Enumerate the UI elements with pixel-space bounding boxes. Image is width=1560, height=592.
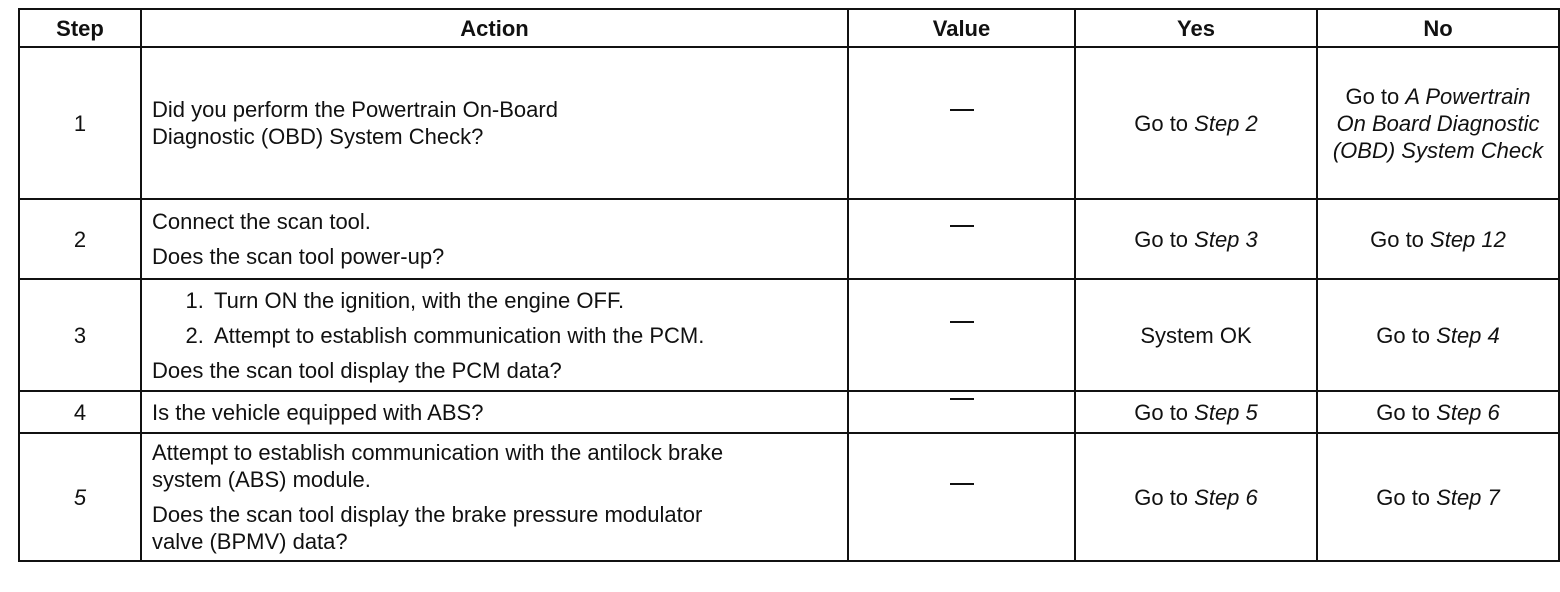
list-item: 1. Turn ON the ignition, with the engine OFF. bbox=[210, 287, 837, 314]
value-dash bbox=[950, 398, 974, 427]
action-text: Connect the scan tool. bbox=[152, 209, 371, 234]
yes-cell bbox=[1075, 199, 1317, 279]
value-dash bbox=[950, 225, 974, 254]
value-cell bbox=[848, 433, 1075, 561]
header-row bbox=[19, 9, 1559, 47]
no-cell bbox=[1317, 199, 1559, 279]
step-number: 5 bbox=[19, 433, 141, 561]
yes-prefix: Go to bbox=[1134, 399, 1195, 425]
step-number: 1 bbox=[19, 47, 141, 199]
value-dash bbox=[950, 109, 974, 138]
header-value: Value bbox=[848, 9, 1075, 47]
no-procedure-link[interactable]: A Powertrain On Board Diagnostic (OBD) System Check bbox=[1332, 83, 1544, 163]
action-text: system (ABS) module. bbox=[152, 467, 371, 492]
header-yes: Yes bbox=[1075, 9, 1317, 47]
yes-step-link[interactable]: Step 5 bbox=[1194, 399, 1258, 425]
value-cell bbox=[848, 391, 1075, 433]
no-prefix: Go to bbox=[1376, 484, 1437, 510]
action-cell bbox=[141, 391, 848, 433]
action-cell bbox=[141, 199, 848, 279]
yes-step-link[interactable]: Step 2 bbox=[1194, 110, 1258, 136]
no-prefix: Go to bbox=[1370, 226, 1431, 252]
table-row bbox=[19, 433, 1559, 561]
action-cell bbox=[141, 433, 848, 561]
value-dash bbox=[950, 321, 974, 350]
yes-cell bbox=[1075, 279, 1317, 391]
action-cell bbox=[141, 279, 848, 391]
action-text: Did you perform the Powertrain On-Board bbox=[152, 97, 558, 122]
list-item: 2. Attempt to establish communication with the PCM. bbox=[210, 322, 837, 349]
no-prefix: Go to bbox=[1376, 399, 1437, 425]
table-row bbox=[19, 199, 1559, 279]
yes-prefix: Go to bbox=[1134, 484, 1195, 510]
yes-prefix: Go to bbox=[1134, 226, 1195, 252]
step-number: 3 bbox=[19, 279, 141, 391]
no-step-link[interactable]: Step 6 bbox=[1436, 399, 1500, 425]
action-text: Attempt to establish communication with the antilock brake bbox=[152, 440, 724, 465]
value-cell bbox=[848, 47, 1075, 199]
header-step: Step bbox=[19, 9, 141, 47]
value-cell bbox=[848, 199, 1075, 279]
no-prefix: Go to bbox=[1345, 83, 1406, 109]
yes-step-link[interactable]: Step 3 bbox=[1194, 226, 1258, 252]
table-row bbox=[19, 279, 1559, 391]
yes-prefix: Go to bbox=[1134, 110, 1195, 136]
header-no: No bbox=[1317, 9, 1559, 47]
action-question: Does the scan tool display the brake pressure modulator bbox=[152, 502, 703, 527]
no-step-link[interactable]: Step 4 bbox=[1436, 322, 1500, 348]
no-cell bbox=[1317, 47, 1559, 199]
header-action: Action bbox=[141, 9, 848, 47]
table-row bbox=[19, 391, 1559, 433]
action-question: Does the scan tool power-up? bbox=[152, 244, 445, 269]
step-number: 2 bbox=[19, 199, 141, 279]
action-question: Does the scan tool display the PCM data? bbox=[152, 357, 562, 383]
action-question: Is the vehicle equipped with ABS? bbox=[152, 399, 484, 425]
no-cell bbox=[1317, 433, 1559, 561]
yes-cell bbox=[1075, 47, 1317, 199]
action-cell bbox=[141, 47, 848, 199]
no-step-link[interactable]: Step 12 bbox=[1430, 226, 1506, 252]
yes-cell bbox=[1075, 391, 1317, 433]
no-step-link[interactable]: Step 7 bbox=[1436, 484, 1500, 510]
yes-result: System OK bbox=[1140, 322, 1252, 348]
yes-cell bbox=[1075, 433, 1317, 561]
no-cell bbox=[1317, 391, 1559, 433]
step-number: 4 bbox=[19, 391, 141, 433]
action-steps-list bbox=[152, 287, 837, 349]
yes-step-link[interactable]: Step 6 bbox=[1194, 484, 1258, 510]
action-text: Diagnostic (OBD) System Check? bbox=[152, 124, 484, 149]
action-question: valve (BPMV) data? bbox=[152, 529, 348, 554]
diagnostic-table bbox=[18, 8, 1560, 562]
no-cell bbox=[1317, 279, 1559, 391]
no-prefix: Go to bbox=[1376, 322, 1437, 348]
table-row bbox=[19, 47, 1559, 199]
value-dash bbox=[950, 483, 974, 512]
value-cell bbox=[848, 279, 1075, 391]
